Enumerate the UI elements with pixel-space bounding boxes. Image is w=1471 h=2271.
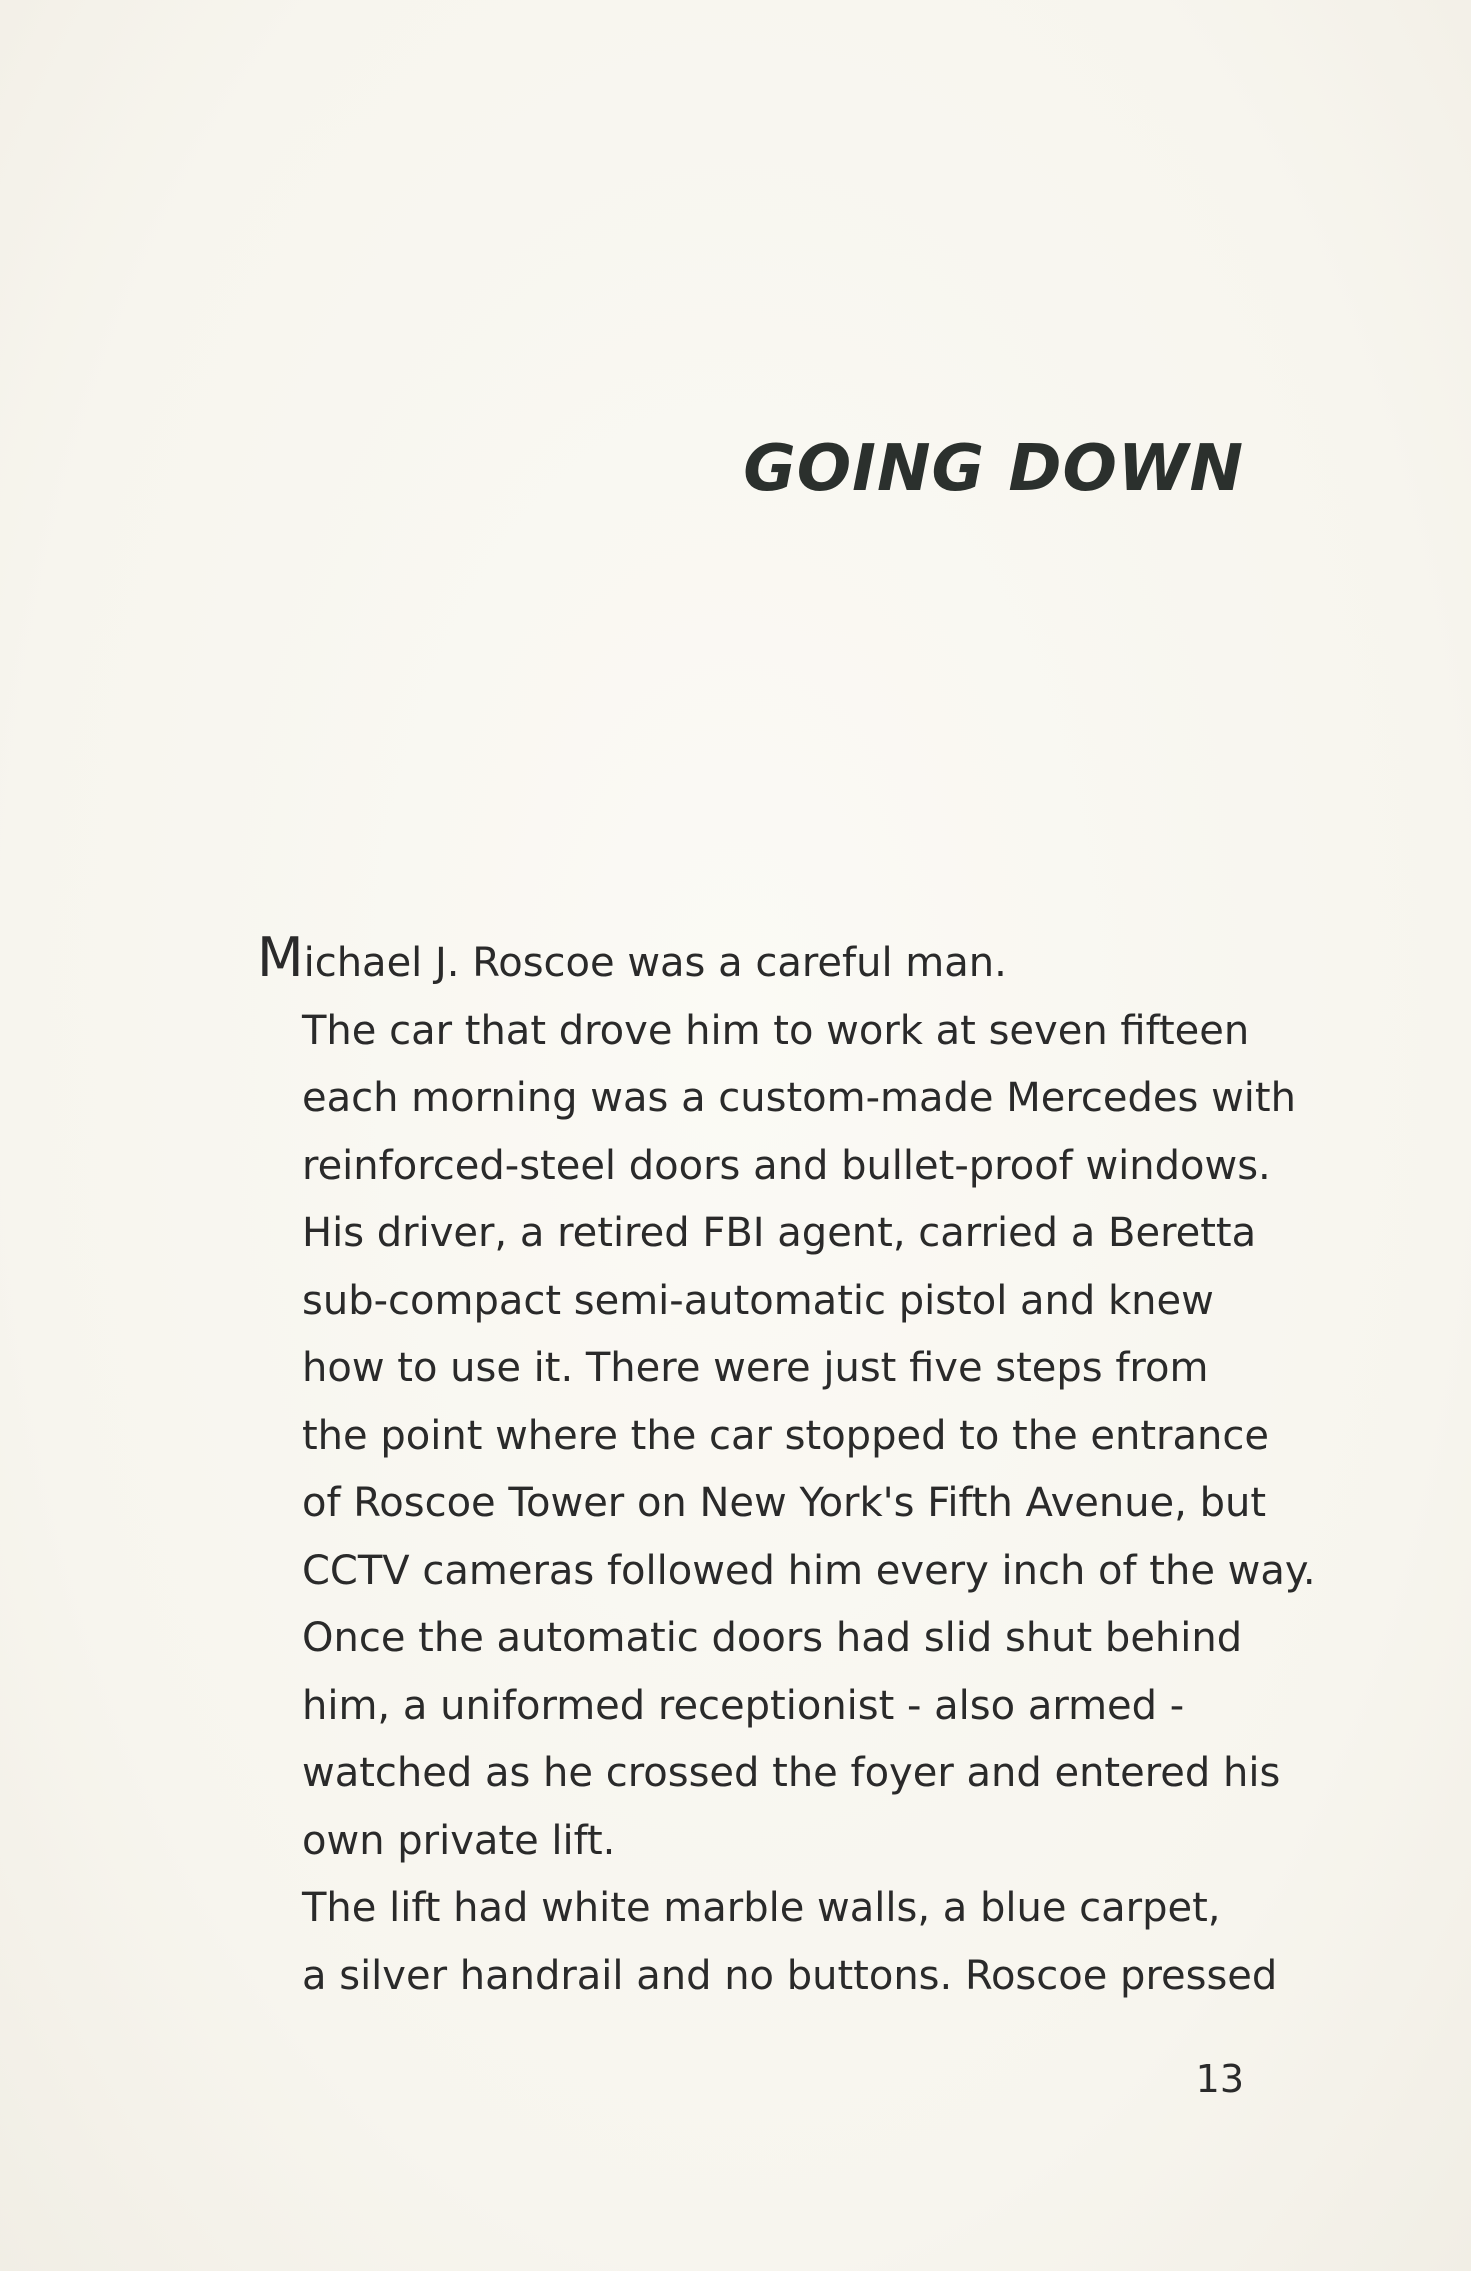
body-text	[257, 926, 1316, 2010]
text-line: His driver, a retired FBI agent, carried a Beretta	[302, 1210, 1257, 1256]
text-line: Once the automatic doors had slid shut behind	[302, 1615, 1243, 1661]
text-line: The car that drove him to work at seven fifteen	[302, 1007, 1250, 1054]
paragraph-1	[257, 926, 1247, 998]
text-line: of Roscoe Tower on New York's Fifth Avenue, but	[302, 1480, 1267, 1526]
page-number: 13	[1195, 2057, 1244, 2101]
text-line: each morning was a custom-made Mercedes with	[302, 1075, 1296, 1121]
text-line: The lift had white marble walls, a blue carpet,	[302, 1885, 1221, 1931]
text-line: the point where the car stopped to the entrance	[302, 1412, 1269, 1459]
drop-letter: M	[257, 926, 304, 989]
text-line: sub-compact semi-automatic pistol and knew	[302, 1277, 1214, 1324]
text-line: watched as he crossed the foyer and entered his	[302, 1750, 1281, 1796]
chapter-title: GOING DOWN	[743, 432, 1244, 506]
paragraph-3	[257, 1875, 1278, 2010]
paragraph-2	[257, 998, 1316, 1876]
text-line: a silver handrail and no buttons. Roscoe pressed	[302, 1952, 1278, 1999]
text-line: him, a uniformed receptionist - also armed -	[302, 1682, 1185, 1729]
text-line: reinforced-steel doors and bullet-proof windows.	[302, 1142, 1271, 1189]
text-line: own private lift.	[302, 1817, 616, 1864]
text-line: CCTV cameras followed him every inch of the way.	[302, 1547, 1316, 1594]
paragraph-1-text: ichael J. Roscoe was a careful man.	[303, 940, 1007, 986]
text-line: how to use it. There were just five steps from	[302, 1345, 1209, 1391]
